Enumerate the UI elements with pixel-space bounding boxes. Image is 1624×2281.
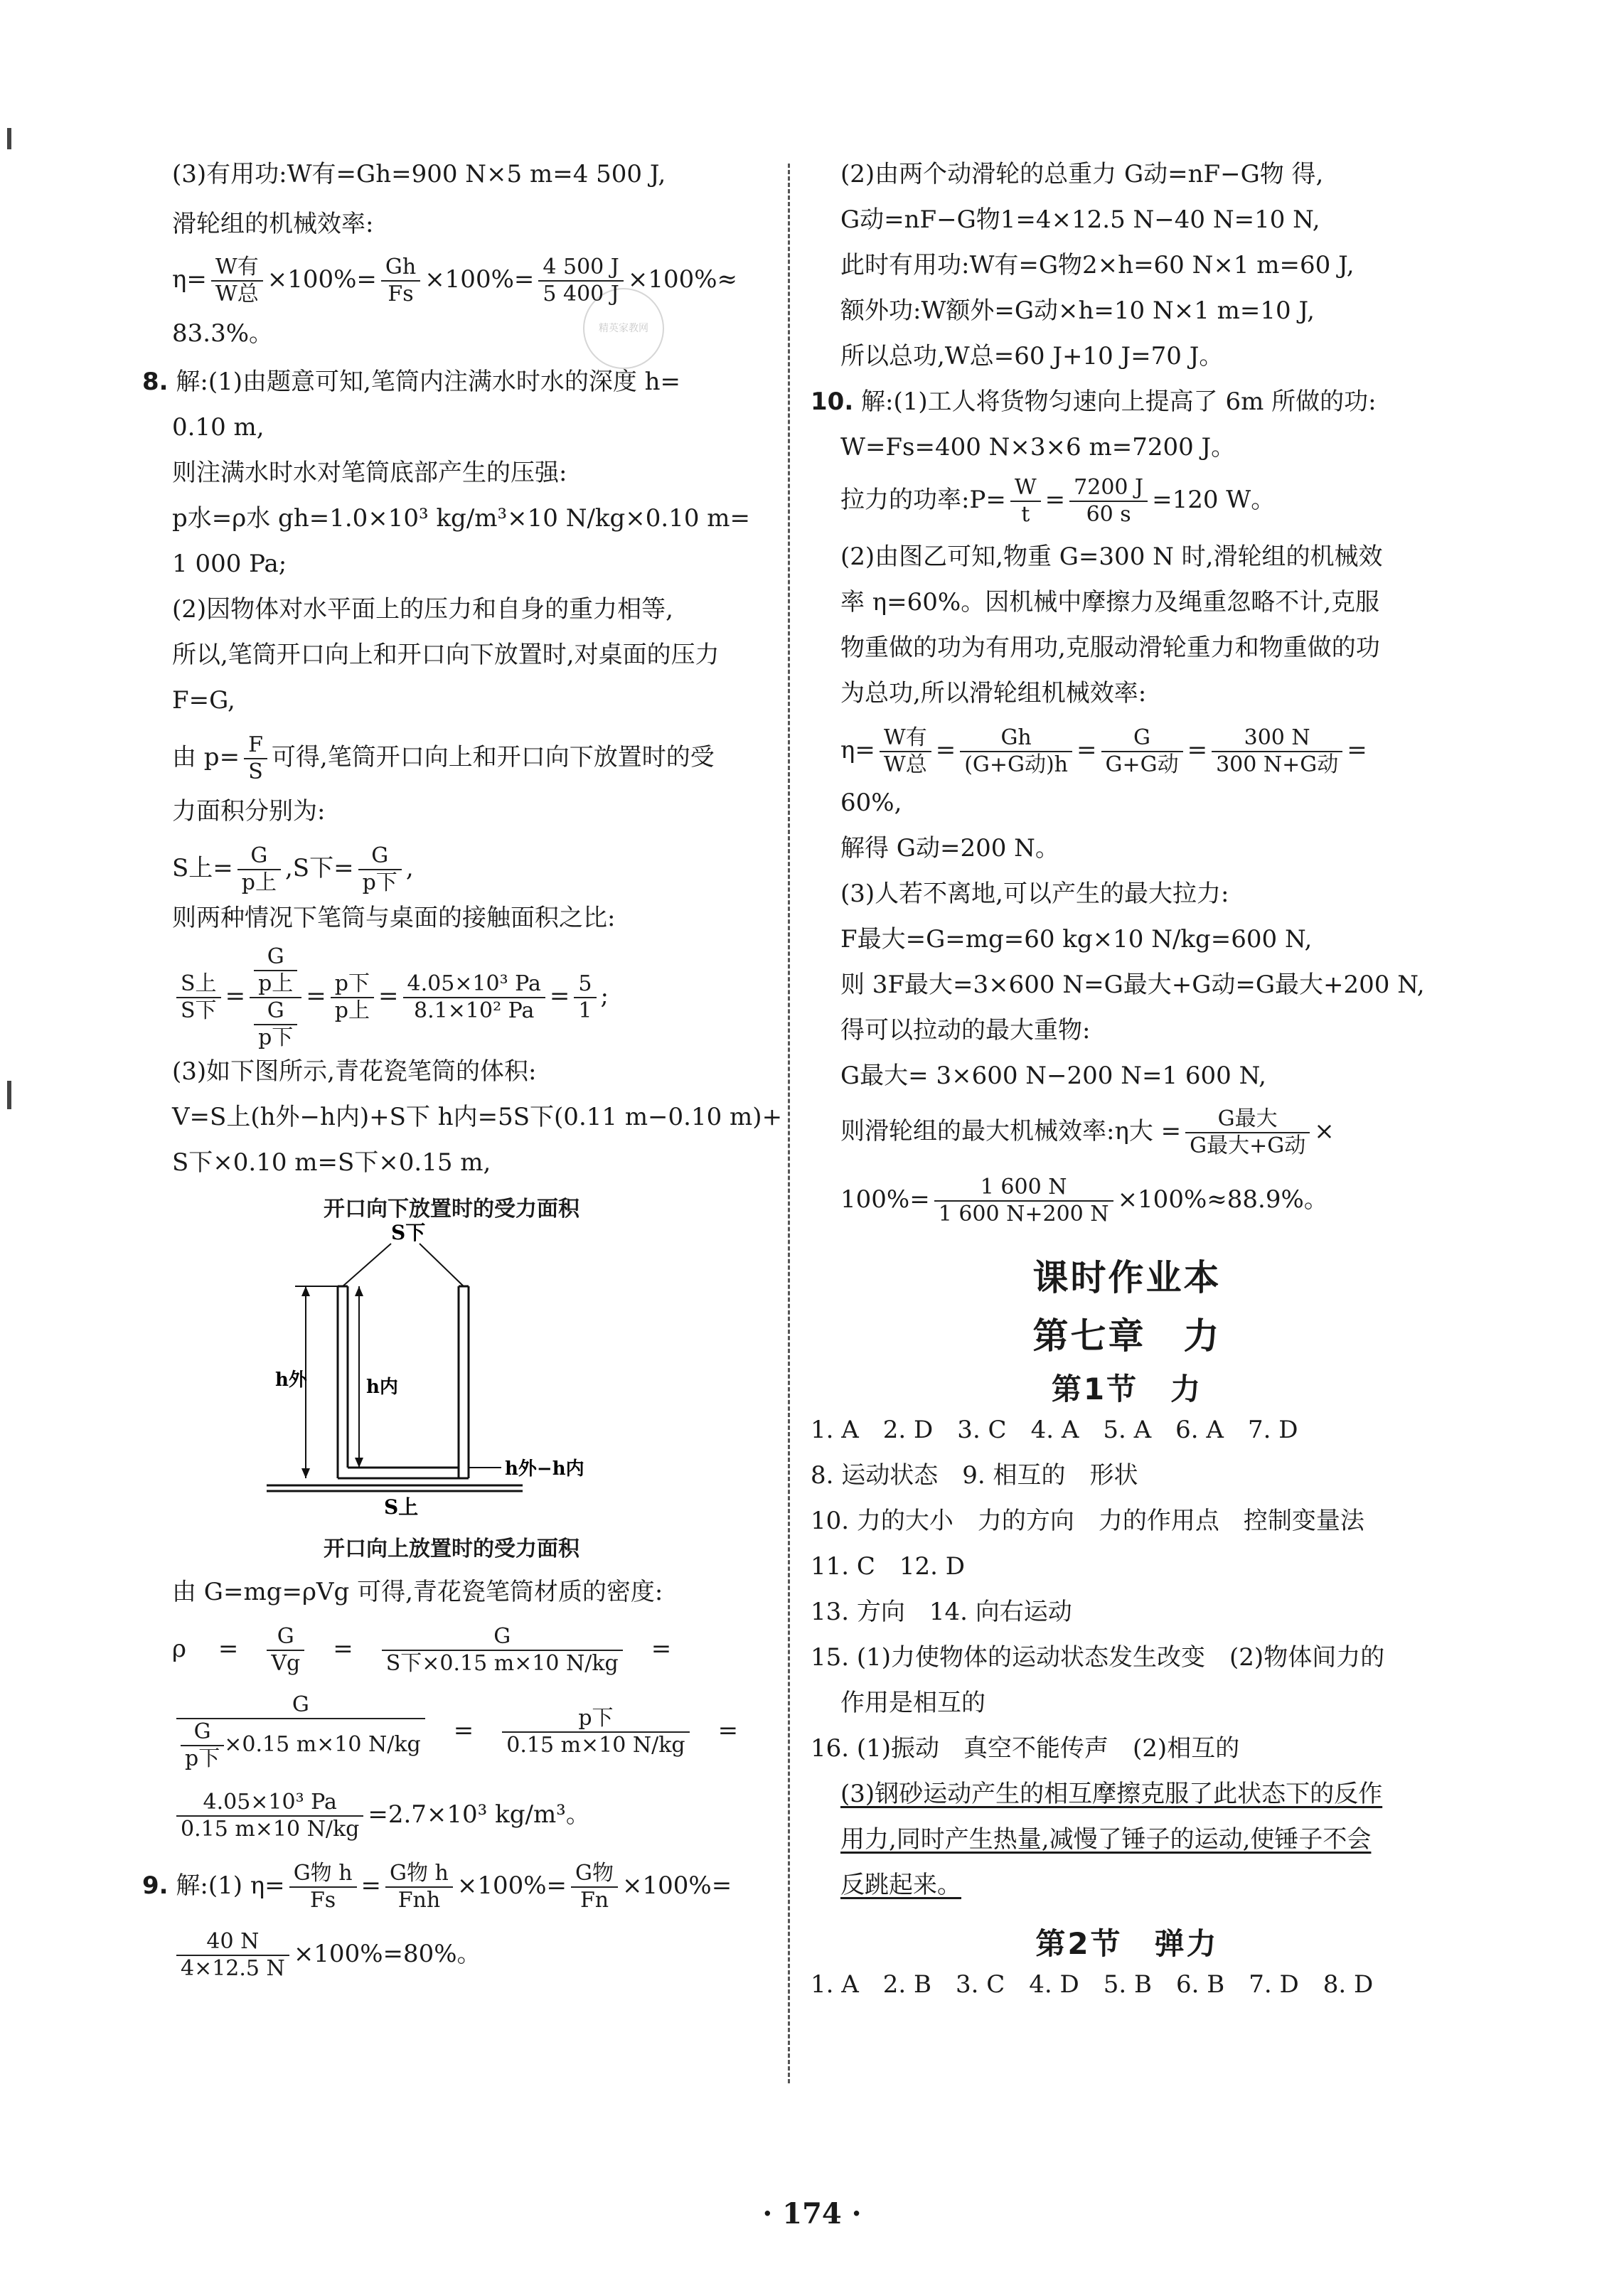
- page-number: · 174 ·: [762, 2197, 862, 2231]
- question-9: 9. 解:(1) η= $\frac{\text{G物 h}}{Fs}$ = $\frac{\text{G物 h}}{\text{Fnh}}$ ×100%= $\frac{\text{G物}}{Fn}$ ×100%=: [142, 1861, 732, 1913]
- question-8: 8. 解:(1)由题意可知,笔筒内注满水时水的深度 h=: [142, 368, 681, 396]
- text-line: (3)如下图所示,青花瓷笔筒的体积:: [172, 1057, 537, 1086]
- text-line: W=Fs=400 N×3×6 m=7200 J。: [840, 433, 1236, 461]
- diagram-svg: [267, 1222, 636, 1521]
- label-h-diff: h外−h内: [505, 1458, 584, 1480]
- book-heading: 课时作业本: [1032, 1257, 1222, 1298]
- text-line: V=S上(h外−h内)+S下 h内=5S下(0.11 m−0.10 m)+: [172, 1103, 783, 1131]
- text-line: (2)由图乙可知,物重 G=300 N 时,滑轮组的机械效: [840, 543, 1383, 571]
- equation-max-efficiency-2: 100%= $\frac{1 600 N}{1 600 N+200 N}$ ×100%≈88.9%。: [840, 1175, 1328, 1227]
- section-heading: 第2节 弹力: [1035, 1926, 1219, 1961]
- text-line: 为总功,所以滑轮组机械效率:: [840, 679, 1147, 707]
- text-line: 60%,: [840, 789, 902, 817]
- right-column: [811, 160, 1443, 1999]
- column-divider: [788, 164, 790, 2083]
- label-s-down: S下: [391, 1222, 426, 1244]
- arrow-head: [301, 1468, 310, 1478]
- answer-line: 1. A 2. D 3. C 4. A 5. A 6. A 7. D: [811, 1416, 1298, 1444]
- watermark-stamp: 精英家教网: [583, 288, 664, 369]
- chapter-heading: 第七章 力: [1032, 1315, 1222, 1357]
- equation-q9-result: $\frac{40 N}{4\times 12.5 N}$ ×100%=80%。: [142, 1925, 761, 1982]
- answer-line: 作用是相互的: [840, 1689, 985, 1717]
- answer-line: 反跳起来。: [840, 1871, 961, 1899]
- question-10: 10. 解:(1)工人将货物匀速向上提高了 6m 所做的功:: [811, 388, 1377, 416]
- text-line: 额外功:W额外=G动×h=10 N×1 m=10 J,: [840, 297, 1315, 325]
- text-line: 0.10 m,: [172, 413, 265, 442]
- text-line: 率 η=60%。因机械中摩擦力及绳重忽略不计,克服: [840, 588, 1380, 616]
- answer-line: 用力,同时产生热量,减慢了锤子的运动,使锤子不会: [840, 1825, 1372, 1854]
- pointer-line: [343, 1244, 391, 1286]
- pen-holder-diagram: [267, 1222, 636, 1620]
- label-s-up: S上: [384, 1495, 419, 1519]
- text-line: 83.3%。: [172, 319, 274, 348]
- answer-line: 8. 运动状态 9. 相互的 形状: [811, 1461, 1138, 1490]
- margin-mark: [7, 128, 11, 149]
- text-line: 力面积分别为:: [172, 797, 326, 826]
- equation-pressure: 由 p= $\frac{F}{S}$ 可得,笔筒开口向上和开口向下放置时的受: [172, 732, 715, 784]
- text-line: 物重做的功为有用功,克服动滑轮重力和物重做的功: [840, 634, 1380, 662]
- text-line: (2)由两个动滑轮的总重力 G动=nF−G物 得,: [840, 160, 1324, 188]
- arrow-head: [355, 1286, 363, 1296]
- text-line: 得可以拉动的最大重物:: [840, 1016, 1091, 1045]
- arrow-head: [301, 1286, 310, 1296]
- label-h-in: h内: [366, 1377, 398, 1398]
- equation-power: 拉力的功率:P= $\frac{W}{t}$ = $\frac{7200 J}{60 s}$ =120 W。: [840, 475, 1276, 527]
- left-column: [142, 160, 783, 1982]
- equation-max-efficiency: 则滑轮组的最大机械效率:η大 = $\frac{\text{G最大}}{\text{G最大+G动}}$ ×: [840, 1106, 1335, 1158]
- answer-line: 11. C 12. D: [811, 1552, 966, 1581]
- text-line: S下×0.10 m=S下×0.15 m,: [172, 1148, 491, 1177]
- text-line: G最大= 3×600 N−200 N=1 600 N,: [840, 1062, 1266, 1090]
- text-line: 1 000 Pa;: [172, 550, 287, 578]
- figure-caption-bottom: 开口向上放置时的受力面积: [324, 1537, 579, 1561]
- text-line: F=G,: [172, 686, 235, 715]
- answer-line: 10. 力的大小 力的方向 力的作用点 控制变量法: [811, 1507, 1364, 1535]
- figure: [142, 1191, 761, 1620]
- pointer-line: [420, 1244, 464, 1286]
- equation-eta: η= $\frac{\text{W有}}{\text{W总}}$ ×100%= $\frac{Gh}{Fs}$ ×100%= $\frac{4 500 J}{5 400 J}$ ×100%≈: [172, 255, 738, 306]
- answer-line: (3)钢砂运动产生的相互摩擦克服了此状态下的反作: [840, 1780, 1383, 1808]
- label-h-out: h外: [275, 1369, 307, 1391]
- text-line: p水=ρ水 gh=1.0×10³ kg/m³×10 N/kg×0.10 m=: [172, 504, 751, 533]
- equation-density-1: ρ = $\frac{G}{Vg}$ = $\frac{G}{\text{S下×0.15 m×10 N/kg}}$ =: [172, 1624, 672, 1676]
- arrow-head: [355, 1458, 363, 1468]
- text-line: 此时有用功:W有=G物2×h=60 N×1 m=60 J,: [840, 251, 1355, 279]
- text-line: 解得 G动=200 N。: [840, 834, 1059, 862]
- text-line: 则注满水时水对笔筒底部产生的压强:: [172, 459, 567, 487]
- text-line: 则 3F最大=3×600 N=G最大+G动=G最大+200 N,: [840, 971, 1425, 999]
- text-line: G动=nF−G物1=4×12.5 N−40 N=10 N,: [840, 205, 1320, 234]
- text-line: F最大=G=mg=60 kg×10 N/kg=600 N,: [840, 925, 1313, 953]
- answer-line: 13. 方向 14. 向右运动: [811, 1598, 1072, 1626]
- text-line: 所以总功,W总=60 J+10 J=70 J。: [840, 342, 1224, 370]
- text-line: 则两种情况下笔筒与桌面的接触面积之比:: [172, 904, 616, 932]
- equation-density-2: G $\frac{G}{\text{p下}}$ ×0.15 m×10 N/kg = $\frac{\text{p下}}{0.15 m\times 10 N/kg}$ =: [142, 1692, 761, 1772]
- text-line: 由 G=mg=ρVg 可得,青花瓷笔筒材质的密度:: [172, 1578, 663, 1606]
- equation-areas: S上= $\frac{G}{\text{p上}}$ ,S下= $\frac{G}{\text{p下}}$ ,: [172, 843, 414, 895]
- text-line: 滑轮组的机械效率:: [172, 210, 374, 238]
- equation-efficiency: η= $\frac{\text{W有}}{\text{W总}}$ = $\frac{Gh}{\text{(G+G动)h}}$ = $\frac{G}{\text{G+G动}}$ = $\frac{300 N}{\text{300 N+G动}}$ =: [840, 725, 1367, 777]
- answer-line: 16. (1)振动 真空不能传声 (2)相互的: [811, 1734, 1240, 1763]
- text-line: (2)因物体对水平面上的压力和自身的重力相等,: [172, 595, 673, 624]
- equation-ratio: $\frac{\text{S上}}{\text{S下}}$ = $\frac{\frac{G}{\text{p上}}}{\frac{G}{\text{p下}}}$ = $\frac{\text{p下}}{\text{p上}}$ = $\frac{\text{4.05×10³ Pa}}{\text{8.1×10² Pa}}$ = $\frac{5}{1}$ ;: [142, 939, 761, 1053]
- figure-caption-top: 开口向下放置时的受力面积: [324, 1197, 579, 1222]
- text-line: (3)有用功:W有=Gh=900 N×5 m=4 500 J,: [172, 160, 666, 188]
- margin-mark: [7, 1081, 11, 1109]
- answer-line: 1. A 2. B 3. C 4. D 5. B 6. B 7. D 8. D: [811, 1970, 1374, 1999]
- answer-line: 15. (1)力使物体的运动状态发生改变 (2)物体间力的: [811, 1643, 1385, 1672]
- equation-density-3: $\frac{\text{4.05×10³ Pa}}{0.15 m\times 10 N/kg}$ =2.7×10³ kg/m³。: [142, 1786, 761, 1843]
- text-line: 所以,笔筒开口向上和开口向下放置时,对桌面的压力: [172, 641, 720, 669]
- section-heading: 第1节 力: [1051, 1372, 1203, 1406]
- text-line: (3)人若不离地,可以产生的最大拉力:: [840, 880, 1229, 908]
